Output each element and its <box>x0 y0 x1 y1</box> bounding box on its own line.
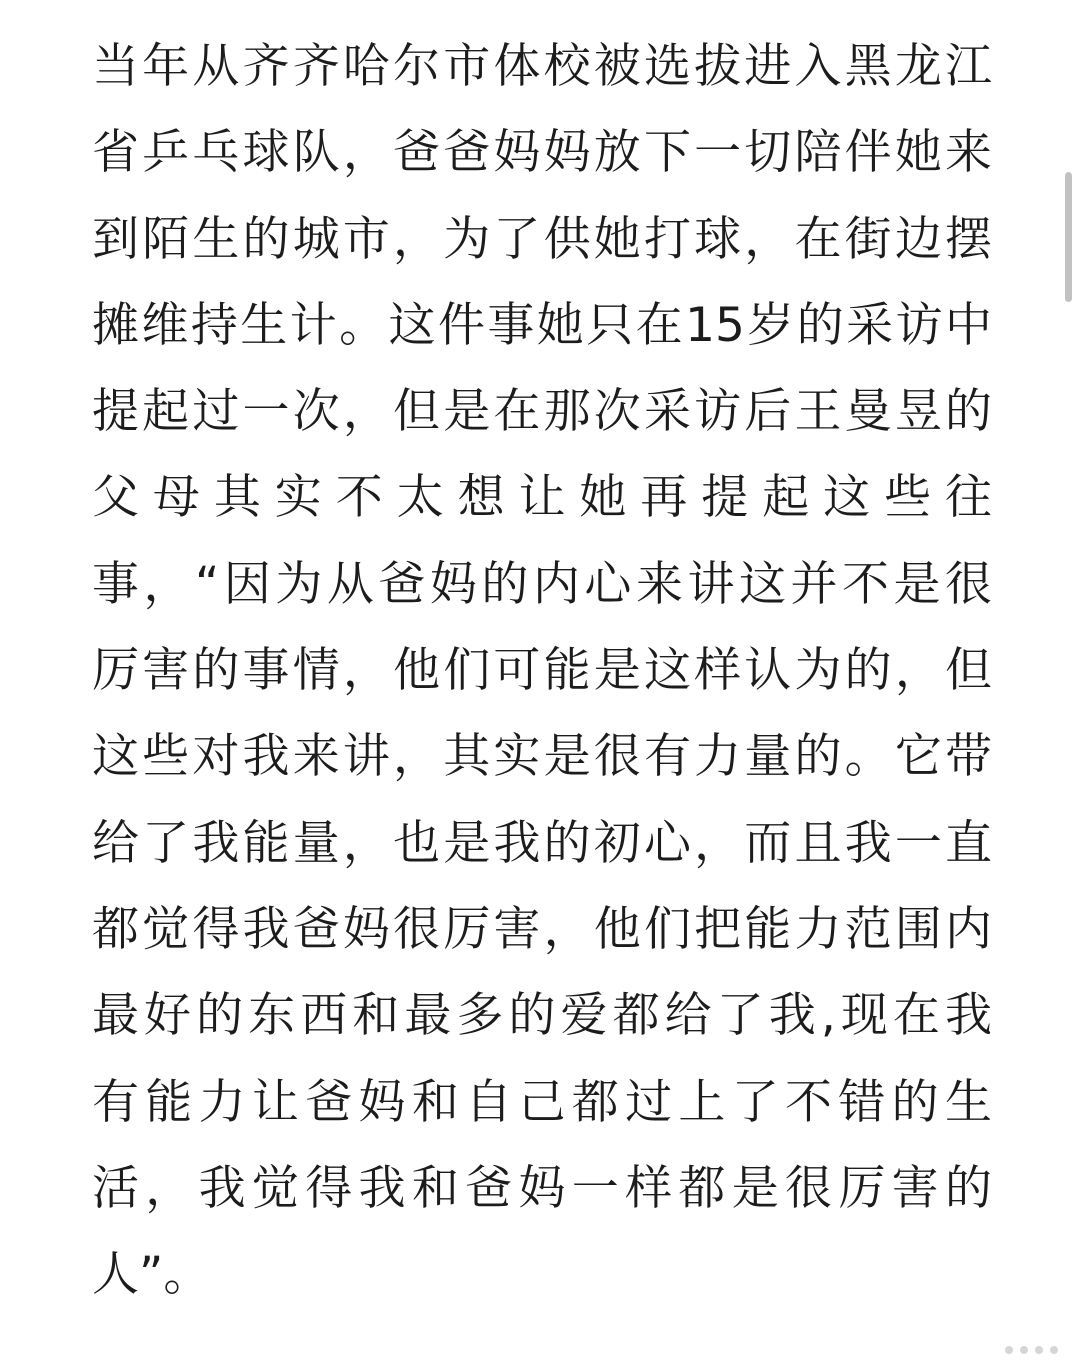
article-line: 省乒乓球队，爸爸妈妈放下一切陪伴她来 <box>92 125 992 181</box>
article-body <box>92 24 992 1318</box>
article-line: 人”。 <box>92 1247 211 1303</box>
vertical-scrollbar[interactable] <box>1065 172 1072 302</box>
dot-icon <box>1050 1346 1058 1354</box>
article-line: 父母其实不太想让她再提起这些往 <box>92 470 992 526</box>
dot-icon <box>1035 1346 1043 1354</box>
article-line: 有能力让爸妈和自己都过上了不错的生 <box>92 1074 992 1130</box>
article-line: 提起过一次，但是在那次采访后王曼昱的 <box>92 384 992 440</box>
article-line: 事，“因为从爸妈的内心来讲这并不是很 <box>92 556 992 612</box>
article-line: 都觉得我爸妈很厉害，他们把能力范围内 <box>92 901 992 957</box>
article-line: 到陌生的城市，为了供她打球，在街边摆 <box>92 211 992 267</box>
article-line: 活，我觉得我和爸妈一样都是很厉害的 <box>92 1160 992 1216</box>
article-line: 当年从齐齐哈尔市体校被选拔进入黑龙江 <box>92 39 992 94</box>
watermark-dots-icon <box>1005 1346 1058 1354</box>
dot-icon <box>1005 1346 1013 1354</box>
article-line: 厉害的事情，他们可能是这样认为的，但 <box>92 643 992 699</box>
article-line: 给了我能量，也是我的初心，而且我一直 <box>92 815 992 871</box>
article-line: 摊维持生计。这件事她只在15岁的采访中 <box>92 297 992 353</box>
dot-icon <box>1020 1346 1028 1354</box>
article-line: 这些对我来讲，其实是很有力量的。它带 <box>92 729 992 785</box>
article-line: 最好的东西和最多的爱都给了我,现在我 <box>92 988 992 1044</box>
